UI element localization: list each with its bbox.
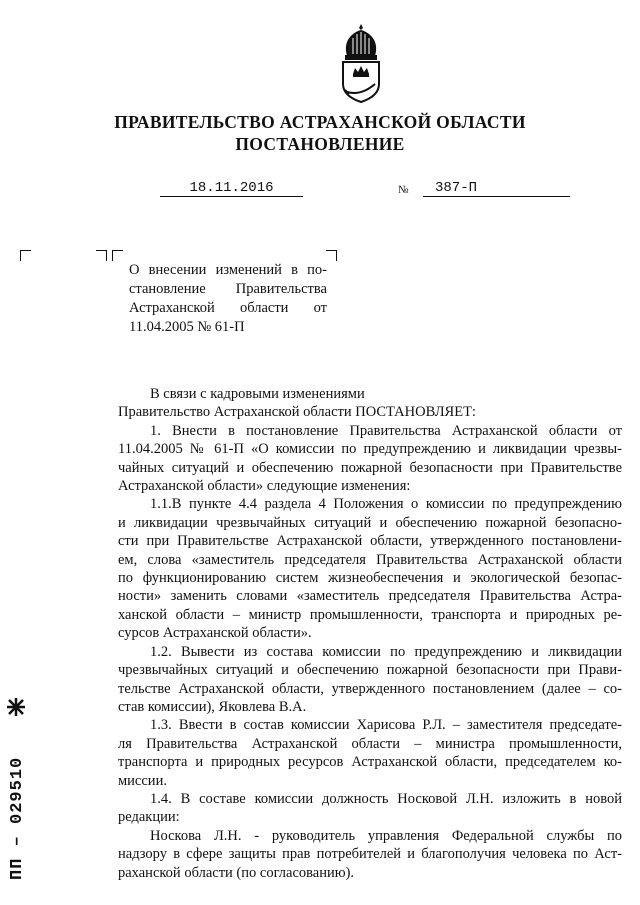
body-line: сурсов Астраханской области».	[118, 625, 312, 642]
body-line: по функционированию систем жизнеобеспечения и экологической безопас-	[118, 570, 622, 587]
body-line: редакции:	[118, 809, 180, 826]
body-line: раханской области (по согласованию).	[118, 864, 355, 881]
body-line: миссии.	[118, 772, 167, 789]
org-title: ПРАВИТЕЛЬСТВО АСТРАХАНСКОЙ ОБЛАСТИ	[114, 112, 526, 132]
doc-type-title: ПОСТАНОВЛЕНИЕ	[235, 134, 405, 154]
subject-line: становление Правительства	[129, 281, 327, 297]
body-line: 11.04.2005 № 61-П «О комиссии по предупреждению и ликвидации чрезвы-	[118, 441, 622, 458]
coat-of-arms-emblem	[333, 22, 389, 104]
body-line: сти при Правительстве Астраханской области, утвержденного постановлени-	[118, 533, 622, 550]
body-line: транспорта и природных ресурсов Астраханской области, председателем ко-	[118, 754, 622, 771]
subject-line: О внесении изменений в по-	[129, 262, 327, 278]
subject-bracket-right	[326, 250, 337, 261]
subject-line: Астраханской области от	[129, 300, 327, 316]
body-line: тельстве Астраханской области, утвержденного постановлением (далее – со-	[118, 680, 622, 697]
body-line: 1.4. В составе комиссии должность Носковой Л.Н. изложить в новой	[150, 790, 622, 807]
side-star-mark-icon	[5, 696, 27, 718]
corner-mark-inner-left	[96, 250, 107, 261]
number-sign: №	[398, 184, 409, 196]
subject-bracket-left	[112, 250, 123, 261]
document-number: 387-П	[423, 180, 570, 197]
body-line: Астраханской области» следующие изменения:	[118, 478, 411, 495]
body-line: и ликвидации чрезвычайных ситуаций и обеспечению пожарной безопасно-	[118, 514, 622, 531]
body-line: став комиссии), Яковлева В.А.	[118, 698, 307, 715]
body-line: 1. Внести в постановление Правительства Астраханской области от	[150, 422, 622, 439]
document-subject	[129, 261, 327, 337]
body-line: чайных ситуаций и обеспечению пожарной безопасности при Правительстве	[118, 459, 622, 476]
body-line: чрезвычайных ситуаций и обеспечению пожарной безопасности при Прави-	[118, 662, 622, 679]
body-line: надзору в сфере защиты прав потребителей и благополучия человека по Аст-	[118, 846, 622, 863]
body-line: 1.2. Вывести из состава комиссии по предупреждению и ликвидации	[150, 643, 622, 660]
body-line: ности» заменить словами «заместитель председателя Правительства Астра-	[118, 588, 622, 605]
document-body	[118, 385, 622, 882]
corner-mark-left	[20, 250, 31, 261]
body-line: В связи с кадровыми изменениями	[150, 386, 365, 402]
body-line: ханской области – министр промышленности, транспорта и природных ре-	[118, 606, 622, 623]
body-line: ля Правительства Астраханской области – министра промышленности,	[118, 735, 622, 752]
body-line: ем, слова «заместитель председателя Правительства Астраханской области	[118, 551, 622, 568]
body-line: Носкова Л.Н. - руководитель управления Федеральной службы по	[150, 827, 622, 844]
body-line: 1.3. Ввести в состав комиссии Харисова Р.Л. – заместителя председате-	[150, 717, 622, 734]
subject-line: 11.04.2005 № 61-П	[129, 319, 245, 335]
document-date: 18.11.2016	[160, 180, 303, 197]
body-line: 1.1.В пункте 4.4 раздела 4 Положения о комиссии по предупреждению	[150, 496, 622, 513]
body-line: Правительство Астраханской области ПОСТАНОВЛЯЕТ:	[118, 404, 476, 421]
side-serial-code: ПП – 029510	[8, 756, 27, 880]
